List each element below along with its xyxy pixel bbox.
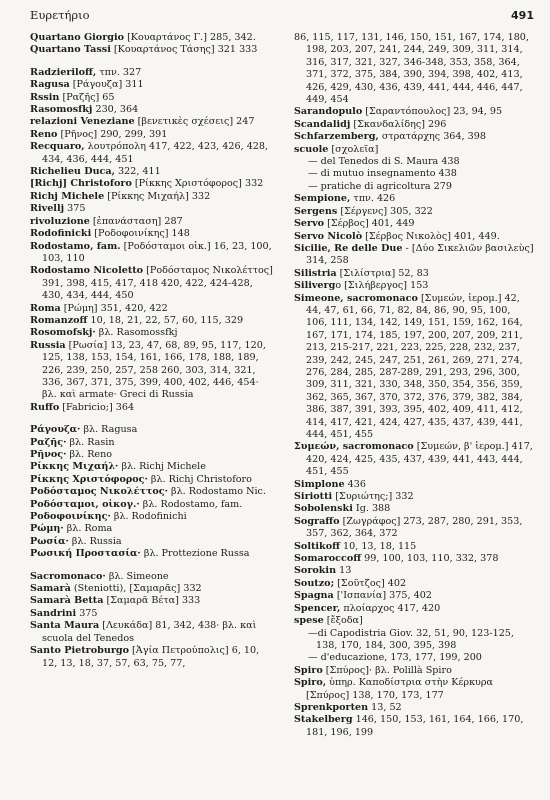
entry-headword: Servo Nicolò [294,230,363,242]
entry-headword: Radzieriloff, [30,66,97,78]
entry-headword: Συμεών, sacromonaco [294,441,414,453]
index-entry [30,523,273,535]
index-entry [30,620,273,645]
entry-references: 322, 411 [114,166,161,178]
entry-references: [Ρῆνος] 290, 299, 391 [57,128,168,140]
index-entry [294,714,534,739]
index-entry [30,340,273,402]
entry-headword: Richelieu Duca, [30,166,115,178]
entry-headword: Spiro [294,664,323,676]
entry-references: o [Σιλήβεργος] 153 [335,280,429,292]
entry-references: 99, 100, 103, 110, 332, 378 [361,553,499,565]
entry-headword: Scandalidj [294,118,351,130]
index-entry [30,178,273,190]
index-entry [30,32,273,44]
index-entry [294,553,534,565]
entry-headword: Ροδόσταμος Νικολέττος· [30,486,168,498]
entry-headword: Ragusa [30,79,70,91]
entry-headword: Quartano Tassi [30,44,111,56]
entry-references: βλ. Russia [68,535,122,547]
entry-headword: Sorokin [294,565,337,577]
entry-references: [Σέργενς] 305, 322 [337,205,433,217]
entry-headword: Ρίκκης Μιχαήλ· [30,461,119,473]
entry-headword: Rssin [30,91,60,103]
entry-references: [Ζωγράφος] 273, 287, 280, 291, 353, 357, 362, 364, 372 [306,515,523,540]
entry-references: 13, 52 [368,701,402,713]
index-entry [294,441,534,478]
entry-references: —di Capodistria Giov. 32, 51, 90, 123-125, 138, 170, 184, 300, 395, 398 [308,627,514,651]
entry-headword: Ροδόσταμοι, οἰκογ.· [30,498,140,510]
index-subentry [294,628,534,653]
entry-references: Ig. 388 [352,503,391,515]
entry-headword: Silistria [294,267,337,279]
entry-headword: Samarà Betta [30,595,104,607]
entry-references: πλοίαρχος 417, 420 [340,602,441,614]
entry-references: βλ. Reno [66,449,113,460]
entry-headword: Stakelberg [294,714,353,726]
index-entry-continued [294,32,534,106]
entry-headword: scuole [294,143,329,155]
index-entry [30,402,273,414]
entry-headword: Sicilie, Re delle Due [294,242,403,254]
entry-references: 375 [76,607,98,619]
entry-references: 13 [336,565,352,577]
entry-headword: Sprenkporten [294,701,369,713]
entry-headword: Roma [30,302,61,314]
entry-headword: Ρωσία· [30,535,69,547]
entry-references: [Κουαρτάνος Γ.] 285, 342. [124,32,256,43]
entry-headword: Spiro, [294,677,327,689]
entry-headword: Sempione, [294,193,351,205]
entry-headword: Siliverg [294,280,336,292]
entry-references: — pratiche di agricoltura 279 [308,180,452,192]
index-subentry [294,181,534,193]
index-entry [294,268,534,280]
entry-references: βλ. Rasin [66,436,115,448]
index-entry [30,583,273,595]
index-entry [294,106,534,118]
index-entry [30,79,273,91]
index-entry [30,571,273,583]
entry-references: βλ. Ragusa [80,424,138,436]
entry-references: [Ραζῆς] 65 [59,91,115,103]
entry-headword: Somaroccoff [294,553,362,565]
entry-references: [Ροδόσταμοι οἰκ.] 16, 23, 100, 103, 110 [42,240,272,264]
entry-headword: Rivellj [30,203,65,215]
entry-references: τπν. 426 [350,193,396,205]
entry-headword: Sograffo [294,515,340,527]
entry-headword: Ραζῆς· [30,436,67,448]
entry-references: [Συμεών, β' ἱερομ.] 417, 420, 424, 425, 435, 437, 439, 441, 443, 444, 451, 455 [306,441,533,478]
index-entry [294,603,534,615]
entry-references: στρατάρχης 364, 398 [378,131,486,143]
index-entry [30,303,273,315]
entry-references: [Σπύρος]· βλ. Polillà Spiro [322,664,452,676]
entry-headword: Sobolenski [294,503,353,515]
index-entry [30,536,273,548]
index-entry [294,206,534,218]
index-entry [294,231,534,243]
index-entry [294,218,534,230]
entry-headword: Sarandopulo [294,106,363,118]
entry-references: βλ. Richj Christoforo [147,473,252,485]
entry-headword: spese [294,615,324,627]
entry-headword: Ρῆνος· [30,449,67,460]
index-entry [30,424,273,436]
entry-references: 10, 18, 21, 22, 57, 60, 115, 329 [87,314,244,326]
entry-references: ὑπηρ. Καποδίστρια στὴν Κέρκυρα [Σπύρος] 138, 170, 173, 177 [306,677,494,701]
entry-references: λουτρόπολη 417, 422, 423, 426, 428, 434, 436, 444, 451 [42,141,269,165]
entry-references: [Ροδοφοινίκης] 148 [91,228,190,240]
index-entry [294,565,534,577]
entry-headword: Simplone [294,478,345,490]
index-entry [294,243,534,268]
index-entry [294,702,534,714]
entry-references: [Ἁγία Πετρούπολις] 6, 10, 12, 13, 18, 37, 57, 63, 75, 77, [42,645,260,669]
entry-references: [Σέρβος Νικολὸς] 401, 449. [362,230,500,242]
index-entry [30,104,273,116]
entry-headword: Schfarzemberg, [294,131,379,143]
index-columns [30,32,534,739]
entry-headword: Sergens [294,205,338,217]
entry-headword: Ruffo [30,401,60,413]
index-entry [30,595,273,607]
index-entry [30,129,273,141]
entry-headword: Samarà [30,583,71,595]
index-entry [30,315,273,327]
entry-headword: Romanzoff [30,314,88,326]
entry-references: βλ. Richj Michele [118,461,206,473]
index-entry [294,516,534,541]
index-entry [30,116,273,128]
index-entry [294,615,534,627]
entry-references: [Σέρβος] 401, 449 [324,218,415,230]
entry-references: [ἔξοδα] [323,615,363,627]
entry-references: [Ροδόσταμος Νικολέττος] 391, 398, 415, 417, 418 420, 422, 424-428, 430, 434, 444, 450 [42,265,273,302]
entry-headword: Servo [294,218,325,230]
entry-references: [Ρίκκης Χριστόφορος] 332 [131,178,264,190]
entry-references: — di mutuo insegnamento 438 [308,168,457,180]
entry-headword: Ροδοφοινίκης· [30,511,111,523]
entry-headword: Ράγουζα· [30,424,81,436]
entry-references: [Ρίκκης Μιχαήλ] 332 [104,190,211,202]
index-entry [30,67,273,79]
entry-headword: Recquaro, [30,141,85,153]
index-entry [30,216,273,228]
index-entry [30,92,273,104]
index-entry [30,608,273,620]
index-entry [294,578,534,590]
entry-references: [βενετικὲς σχέσεις] 247 [134,116,255,128]
entry-references: 230, 364 [92,104,139,116]
index-entry [294,293,534,442]
section-gap [30,414,273,424]
index-entry [294,280,534,292]
entry-references: 436 [344,478,366,490]
page-number: 491 [511,9,534,22]
entry-references: [ἐπανάσταση] 287 [89,215,183,227]
entry-headword: Russia [30,339,66,351]
section-gap [30,57,273,67]
entry-references: 10, 13, 18, 115 [339,540,417,552]
entry-references: — d'educazione, 173, 177, 199, 200 [308,652,482,664]
entry-headword: Richj Michele [30,190,105,202]
entry-references: 86, 115, 117, 131, 146, 150, 151, 167, 174, 180, 198, 203, 207, 241, 244, 249, 309, 311, 314, 316, 317, 321, 327, 346-348, 353, 358, 364, 371, 372, 375, 384, 390, 394, 398, 402, 413, 426, 429, 430, 436, 439, 441, 444, 446, 447, 449, 454 [294,32,529,106]
entry-references: τπν. 327 [96,66,142,78]
entry-references: [Σκανδαλίδης] 296 [350,118,447,130]
entry-headword: Rosomofskj· [30,327,96,339]
entry-headword: Santa Maura [30,620,100,632]
index-entry [30,645,273,670]
entry-references: βλ. Roma [63,523,113,535]
entry-headword: Simeone, sacromonaco [294,292,418,304]
index-entry [294,491,534,503]
index-entry [30,474,273,486]
entry-headword: Rodofinicki [30,228,92,240]
entry-references: ['Ισπανία] 375, 402 [333,590,432,602]
entry-references: (Steniotti), [Σαμαρᾶς] 332 [70,583,202,595]
entry-references: — del Tenedos di S. Maura 438 [308,156,460,168]
index-entry [30,228,273,240]
entry-references: [Συριώτης;] 332 [332,491,414,503]
entry-headword: Spagna [294,590,334,602]
index-entry [294,677,534,702]
entry-headword: Siriotti [294,491,333,503]
index-column-left [30,32,273,739]
entry-headword: Soutzo; [294,577,335,589]
entry-headword: Ρίκκης Χριστόφορος· [30,473,148,485]
index-entry [294,119,534,131]
entry-references: [Ρωσία] 13, 23, 47, 68, 89, 95, 117, 120, 125, 138, 153, 154, 161, 166, 178, 188, 189, 226, 239, 250, 257, 258 260, 303, 314, 321, 336, 367, 371, 375, 399, 400, 402, 446, 454· βλ. καὶ armate· Greci di Russia [42,339,266,401]
entry-references: [Ράγουζα] 311 [69,79,144,91]
entry-headword: Spencer, [294,602,341,614]
entry-references: [Ρώμη] 351, 420, 422 [60,302,168,314]
index-entry [30,44,273,56]
entry-headword: [Richj] Christoforo [30,178,132,190]
index-entry [30,327,273,339]
index-entry [294,144,534,156]
index-entry [294,665,534,677]
entry-references: [Λευκάδα] 81, 342, 438· βλ. καὶ scuola del Tenedos [42,620,257,644]
index-entry [30,499,273,511]
entry-headword: Ρώμη· [30,523,64,535]
entry-references: [Συμεών, ἱερομ.] 42, 44, 47, 61, 66, 71, 82, 84, 86, 90, 95, 100, 106, 111, 134, 142, 149, 151, 159, 162, 164, 167, 171, 174, 185, 197, 200, 207, 209, 211, 213, 215-217, 221, 223, 225, 228, 232, 237, 239, 242, 245, 247, 251, 261, 269, 271, 274, 276, 284, 285, 287-289, 291, 293, 296, 300, 309, 311, 321, 330, 348, 350, 354, 356, 359, 362, 365, 367, 370, 372, 376, 379, 382, 384, 386, 387, 391, 393, 395, 402, 409, 411, 412, 414, 417, 421, 424, 427, 435, 437, 439, 441, 444, 451, 455 [306,292,523,440]
entry-references: - [Δύο Σικελιῶν βασιλεὺς] 314, 258 [306,242,534,267]
index-entry [294,590,534,602]
index-entry [30,461,273,473]
index-entry [30,241,273,266]
index-entry [294,541,534,553]
entry-references: [Fabricio;] 364 [59,401,135,413]
index-entry [294,503,534,515]
entry-references: βλ. Rodostamo Nic. [167,486,266,498]
entry-references: [Σαμαρᾶ Βέτα] 333 [103,595,201,607]
entry-headword: Soltikoff [294,540,340,552]
index-entry [30,203,273,215]
entry-references: 375 [64,203,86,215]
entry-references: 146, 150, 153, 161, 164, 166, 170, 181, 196, 199 [306,714,524,738]
running-title: Ευρετήριο [30,8,90,22]
entry-references: βλ. Rodofinichi [110,511,187,523]
entry-headword: relazioni Veneziane [30,116,135,128]
index-entry [294,479,534,491]
index-entry [30,166,273,178]
index-entry [30,191,273,203]
index-subentry [294,156,534,168]
index-entry [30,449,273,461]
entry-headword: Reno [30,128,58,140]
entry-headword: Sandrini [30,607,77,619]
index-subentry [294,168,534,180]
index-entry [30,486,273,498]
index-entry [30,548,273,560]
index-subentry [294,652,534,664]
entry-references: βλ. Prottezione Russa [140,548,250,560]
page-header [30,8,534,32]
entry-headword: Sacromonaco· [30,570,106,582]
entry-references: βλ. Rasomossfkj [95,327,178,339]
index-entry [294,193,534,205]
index-entry [30,437,273,449]
entry-references: [Κουαρτάνος Τάσης] 321 333 [110,44,258,56]
entry-headword: Rodostamo, fam. [30,240,121,252]
entry-headword: Ρωσική Προστασία· [30,548,141,560]
entry-headword: rivoluzione [30,215,90,227]
index-entry [30,141,273,166]
entry-references: [Σιλίστρια] 52, 83 [336,267,429,279]
entry-headword: Quartano Giorgio [30,32,125,43]
entry-references: [Σοῦτζος] 402 [334,577,407,589]
entry-references: [σχολεῖα] [328,143,379,155]
entry-references: βλ. Simeone [105,570,169,582]
entry-headword: Rodostamo Nicoletto [30,265,144,277]
index-entry [30,511,273,523]
entry-headword: Santo Pietroburgo [30,645,129,657]
entry-references: [Σαραντόπουλος] 23, 94, 95 [362,106,503,118]
entry-references: βλ. Rodostamo, fam. [139,498,243,510]
entry-headword: Rasomosfkj [30,104,93,116]
index-entry [30,265,273,302]
index-column-right [294,32,534,739]
section-gap [30,561,273,571]
index-entry [294,131,534,143]
